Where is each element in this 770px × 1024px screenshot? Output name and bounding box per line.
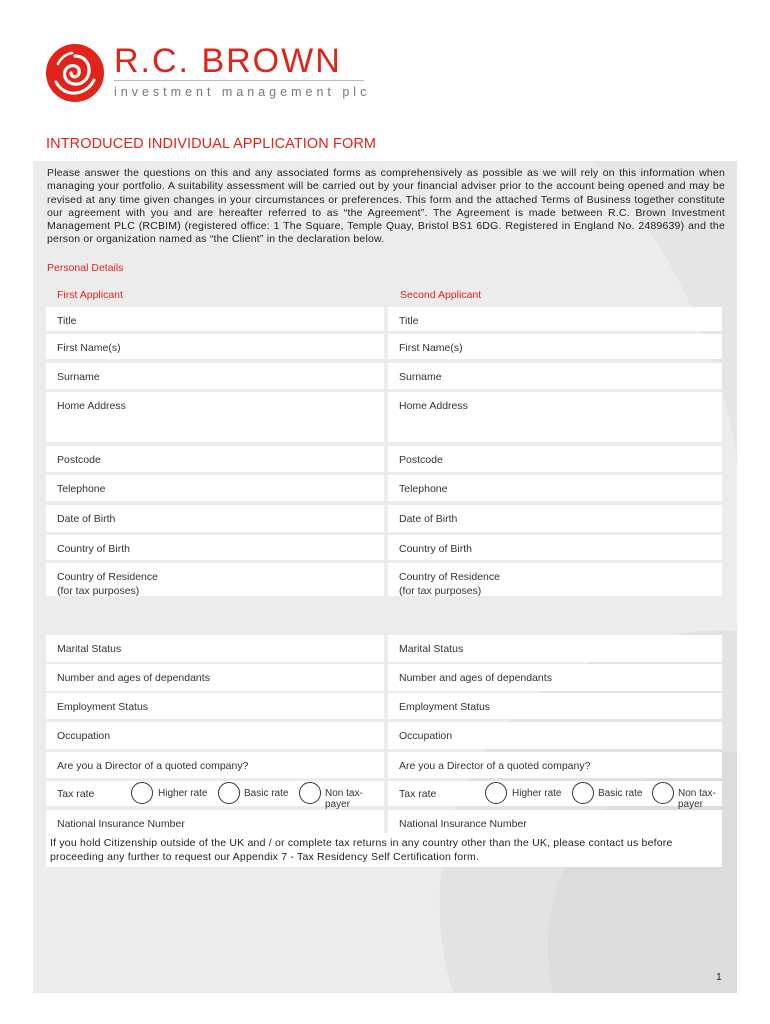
- non-tax-payer-label: Non tax-payer: [325, 788, 363, 810]
- first-applicant-heading: First Applicant: [57, 289, 123, 301]
- first-applicant-ni-number-field[interactable]: National Insurance Number: [46, 810, 384, 833]
- company-logo: [44, 42, 374, 102]
- second-applicant-higher-rate-radio[interactable]: [485, 782, 507, 804]
- country-of-residence-note: (for tax purposes): [399, 584, 482, 597]
- first-applicant-dob-field[interactable]: Date of Birth: [46, 505, 384, 532]
- higher-rate-label: Higher rate: [512, 788, 562, 799]
- non-tax-payer-label: Non tax-payer: [678, 788, 716, 810]
- first-applicant-home-address-field[interactable]: Home Address: [46, 392, 384, 442]
- country-of-residence-label: Country of Residence: [57, 571, 158, 583]
- first-applicant-surname-field[interactable]: Surname: [46, 363, 384, 389]
- first-applicant-title-field[interactable]: Title: [46, 307, 384, 331]
- first-applicant-country-of-residence-field[interactable]: [46, 563, 384, 596]
- second-applicant-non-tax-payer-radio[interactable]: [652, 782, 674, 804]
- first-applicant-director-field[interactable]: Are you a Director of a quoted company?: [46, 752, 384, 778]
- first-applicant-non-tax-payer-radio[interactable]: [299, 782, 321, 804]
- form-panel: [33, 161, 737, 993]
- first-applicant-tax-rate-row: [46, 781, 384, 810]
- first-applicant-basic-rate-radio[interactable]: [218, 782, 240, 804]
- intro-paragraph: Please answer the questions on this and any associated forms as comprehensively as possible as we will rely on this information when managing your portfolio. A suitability assessment will be carried out by your financial adviser prior to the account being opened and may be revised at any time given changes in your circumstances or preferences. This form and the attached Terms of Business together constitute our agreement with you and are hereafter referred to as “the Agreement”. The Agreement is made between R.C. Brown Investment Management PLC (RCBIM) (registered office: 1 The Square, Temple Quay, Bristol BS1 6DG. Registered in England No. 2489639) and the person or organization named as “the Client” in the declaration below.: [47, 167, 725, 246]
- second-applicant-surname-field[interactable]: Surname: [388, 363, 722, 389]
- higher-rate-label: Higher rate: [158, 788, 208, 799]
- second-applicant-employment-status-field[interactable]: Employment Status: [388, 693, 722, 719]
- second-applicant-dob-field[interactable]: Date of Birth: [388, 505, 722, 532]
- first-applicant-postcode-field[interactable]: Postcode: [46, 446, 384, 472]
- first-applicant-dependants-field[interactable]: Number and ages of dependants: [46, 664, 384, 691]
- country-of-residence-note: (for tax purposes): [57, 584, 140, 597]
- second-applicant-title-field[interactable]: Title: [388, 307, 722, 331]
- second-applicant-country-of-residence-field[interactable]: [388, 563, 722, 596]
- first-applicant-telephone-field[interactable]: Telephone: [46, 475, 384, 501]
- second-applicant-country-of-birth-field[interactable]: Country of Birth: [388, 535, 722, 560]
- second-applicant-basic-rate-radio[interactable]: [572, 782, 594, 804]
- basic-rate-label: Basic rate: [598, 788, 643, 799]
- rose-logo-icon: [44, 42, 106, 104]
- tax-rate-label: Tax rate: [399, 788, 437, 800]
- page-number: 1: [716, 971, 722, 983]
- second-applicant-postcode-field[interactable]: Postcode: [388, 446, 722, 472]
- second-applicant-occupation-field[interactable]: Occupation: [388, 722, 722, 749]
- second-applicant-heading: Second Applicant: [400, 289, 482, 301]
- first-applicant-higher-rate-radio[interactable]: [131, 782, 153, 804]
- tax-rate-label: Tax rate: [57, 788, 95, 800]
- section-title-personal-details: Personal Details: [47, 262, 124, 274]
- form-title: INTRODUCED INDIVIDUAL APPLICATION FORM: [46, 136, 377, 152]
- first-applicant-employment-status-field[interactable]: Employment Status: [46, 693, 384, 719]
- first-applicant-occupation-field[interactable]: Occupation: [46, 722, 384, 749]
- second-applicant-marital-status-field[interactable]: Marital Status: [388, 635, 722, 662]
- basic-rate-label: Basic rate: [244, 788, 289, 799]
- country-of-residence-label: Country of Residence: [399, 571, 500, 583]
- first-applicant-first-names-field[interactable]: First Name(s): [46, 334, 384, 359]
- first-applicant-country-of-birth-field[interactable]: Country of Birth: [46, 535, 384, 560]
- brand-divider: [114, 80, 364, 81]
- second-applicant-ni-number-field[interactable]: National Insurance Number: [388, 810, 722, 833]
- second-applicant-dependants-field[interactable]: Number and ages of dependants: [388, 664, 722, 691]
- brand-name: R.C. BROWN: [114, 42, 342, 80]
- citizenship-note: If you hold Citizenship outside of the UK and / or complete tax returns in any country other than the UK, please contact us before proceeding any further to request our Appendix 7 - Tax Residency Self Certification form.: [46, 833, 722, 867]
- second-applicant-home-address-field[interactable]: Home Address: [388, 392, 722, 442]
- second-applicant-first-names-field[interactable]: First Name(s): [388, 334, 722, 359]
- brand-subtitle: investment management plc: [114, 85, 371, 99]
- first-applicant-marital-status-field[interactable]: Marital Status: [46, 635, 384, 662]
- second-applicant-director-field[interactable]: Are you a Director of a quoted company?: [388, 752, 722, 778]
- second-applicant-telephone-field[interactable]: Telephone: [388, 475, 722, 501]
- second-applicant-tax-rate-row: [388, 781, 722, 810]
